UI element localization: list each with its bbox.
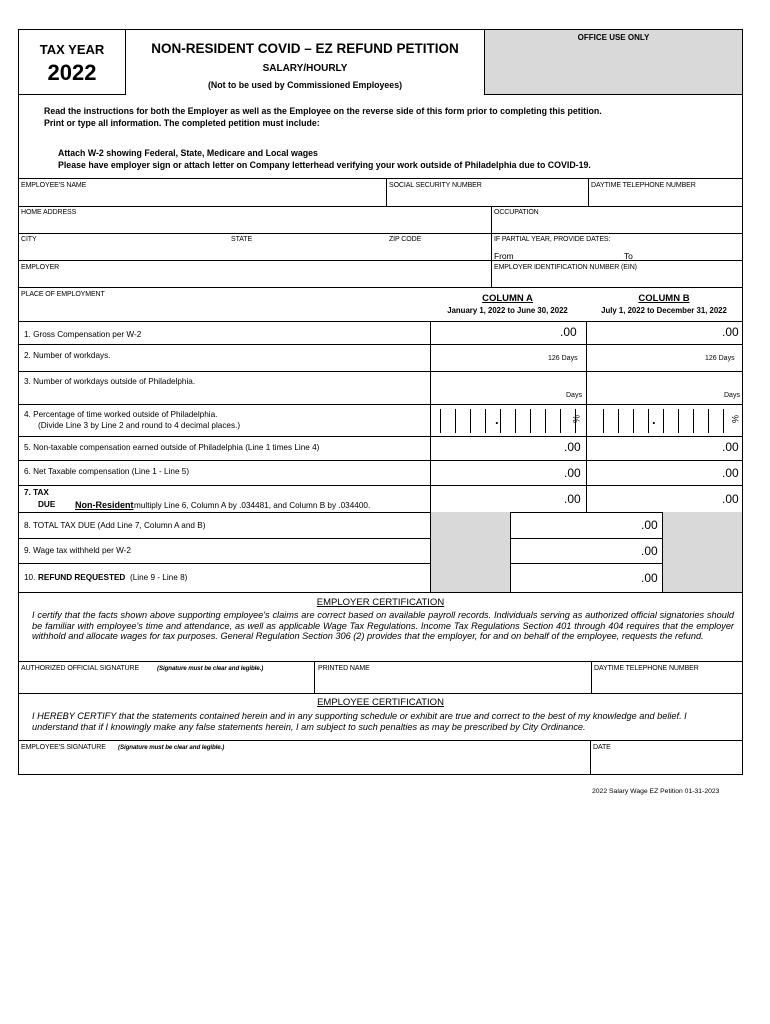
occupation-field[interactable]: OCCUPATION [494,209,539,216]
line-1-col-b[interactable]: .00 [722,325,739,339]
shaded-area-left [431,512,510,592]
line-4-note: (Divide Line 3 by Line 2 and round to 4 decimal places.) [38,421,241,430]
line-9-label: 9. Wage tax withheld per W-2 [24,546,131,555]
official-signature-field[interactable]: AUTHORIZED OFFICIAL SIGNATURE [21,665,140,672]
instructions-line-2: Print or type all information. The completed petition must include: [44,118,320,128]
instructions-item-1: Attach W-2 showing Federal, State, Medicare and Local wages [58,148,318,158]
employer-cert-text: I certify that the facts shown above supporting employee's claims are correct based on available payroll records. Individuals serving as authorized official signatories should be familiar with employee's time and attendance, as well as applicable Wage Tax Regulations. Income Tax Regulations Section 401 through 404 requires that the employer withhold and allocate wages for tax purposes. General Regulation Section 306 (2) provides that the employer, for and on behalf of the employee, requests the refund. [32,610,734,642]
employee-cert-text: I HEREBY CERTIFY that the statements contained herein and in any supporting schedule or exhibit are true and correct to the best of my knowledge and belief. I understand that if I knowingly make any false statements herein, I am subject to such penalties as may be prescribed by City Ordinance. [32,711,687,732]
employer-field[interactable]: EMPLOYER [21,264,60,271]
state-field[interactable]: STATE [231,236,253,243]
line-3-label: 3. Number of workdays outside of Philadelphia. [24,377,196,386]
line-2-label: 2. Number of workdays. [24,351,111,360]
date-field[interactable]: DATE [593,744,611,751]
zip-field[interactable]: ZIP CODE [389,236,422,243]
line-4-col-b-decimal: . [652,412,656,427]
line-3-col-b[interactable]: Days [724,392,740,399]
line-4-col-b-percent: % [730,414,741,424]
line-10-refund: REFUND REQUESTED [38,573,126,582]
shaded-area-right [662,512,742,592]
employer-phone-field[interactable]: DAYTIME TELEPHONE NUMBER [594,665,699,672]
line-7-col-a[interactable]: .00 [564,492,581,506]
line-5-col-a[interactable]: .00 [564,440,581,454]
official-signature-note: (Signature must be clear and legible.) [157,665,264,672]
from-date-field[interactable]: From [494,251,514,261]
line-6-col-a[interactable]: .00 [564,466,581,480]
printed-name-field[interactable]: PRINTED NAME [318,665,370,672]
line-10-formula: (Line 9 - Line 8) [130,573,188,582]
column-b-range: July 1, 2022 to December 31, 2022 [601,306,727,315]
employee-signature-field[interactable]: EMPLOYEE'S SIGNATURE [21,744,106,751]
place-of-employment-field[interactable]: PLACE OF EMPLOYMENT [21,291,105,298]
line-3-col-a[interactable]: Days [566,392,582,399]
line-2-col-a[interactable]: 126 Days [548,355,578,362]
line-4-label: 4. Percentage of time worked outside of Philadelphia. [24,410,218,419]
instructions-line-1: Read the instructions for both the Employer as well as the Employee on the reverse side of this form prior to completing this petition. [44,106,602,116]
line-8-label: 8. TOTAL TAX DUE (Add Line 7, Column A and B) [24,521,206,530]
column-a-range: January 1, 2022 to June 30, 2022 [447,306,568,315]
line-5-col-b[interactable]: .00 [722,440,739,454]
office-use-label: OFFICE USE ONLY [577,33,650,42]
instructions-item-2: Please have employer sign or attach letter on Company letterhead verifying your work outside of Philadelphia due to COVID-19. [58,160,591,170]
city-field[interactable]: CITY [21,236,37,243]
line-5-label: 5. Non-taxable compensation earned outside of Philadelphia (Line 1 times Line 4) [24,443,320,452]
line-8-total[interactable]: .00 [641,518,658,532]
line-7-label: 7. TAX [24,488,49,497]
line-7-instructions: multiply Line 6, Column A by .034481, and Column B by .034400. [134,501,371,510]
form-subtitle: SALARY/HOURLY [262,63,348,74]
line-4-col-a-decimal: . [495,412,499,427]
column-b-title: COLUMN B [638,293,690,304]
employer-cert-title: EMPLOYER CERTIFICATION [316,597,445,608]
line-1-col-a[interactable]: .00 [560,325,577,339]
line-4-col-a-percent: % [571,414,582,424]
form-note: (Not to be used by Commissioned Employees) [207,80,403,90]
line-10-refund[interactable]: .00 [641,571,658,585]
form-frame [18,29,743,775]
line-2-col-b[interactable]: 126 Days [705,355,735,362]
home-address-field[interactable]: HOME ADDRESS [21,209,77,216]
line-1-label: 1. Gross Compensation per W-2 [24,330,142,339]
line-7-due: DUE [38,500,56,509]
tax-year-label: TAX YEAR [39,42,105,57]
daytime-phone-field[interactable]: DAYTIME TELEPHONE NUMBER [591,182,696,189]
ein-field[interactable]: EMPLOYER IDENTIFICATION NUMBER (EIN) [494,264,637,271]
line-6-label: 6. Net Taxable compensation (Line 1 - Line 5) [24,467,190,476]
employee-name-field[interactable]: EMPLOYEE'S NAME [21,182,87,189]
column-a-title: COLUMN A [482,293,533,304]
line-6-col-b[interactable]: .00 [722,466,739,480]
line-7-col-b[interactable]: .00 [722,492,739,506]
partial-year-label: IF PARTIAL YEAR, PROVIDE DATES: [494,236,611,243]
to-date-field[interactable]: To [624,251,633,261]
line-9-withheld[interactable]: .00 [641,544,658,558]
form-footer: 2022 Salary Wage EZ Petition 01-31-2023 [592,788,720,795]
line-7-nonresident: Non-Resident [75,500,134,510]
tax-year-value: 2022 [47,60,97,85]
employee-signature-note: (Signature must be clear and legible.) [118,744,225,751]
ssn-field[interactable]: SOCIAL SECURITY NUMBER [389,182,482,189]
employee-cert-title: EMPLOYEE CERTIFICATION [317,697,444,708]
line-10-num: 10. [24,573,36,582]
form-title: NON-RESIDENT COVID – EZ REFUND PETITION [151,41,459,56]
